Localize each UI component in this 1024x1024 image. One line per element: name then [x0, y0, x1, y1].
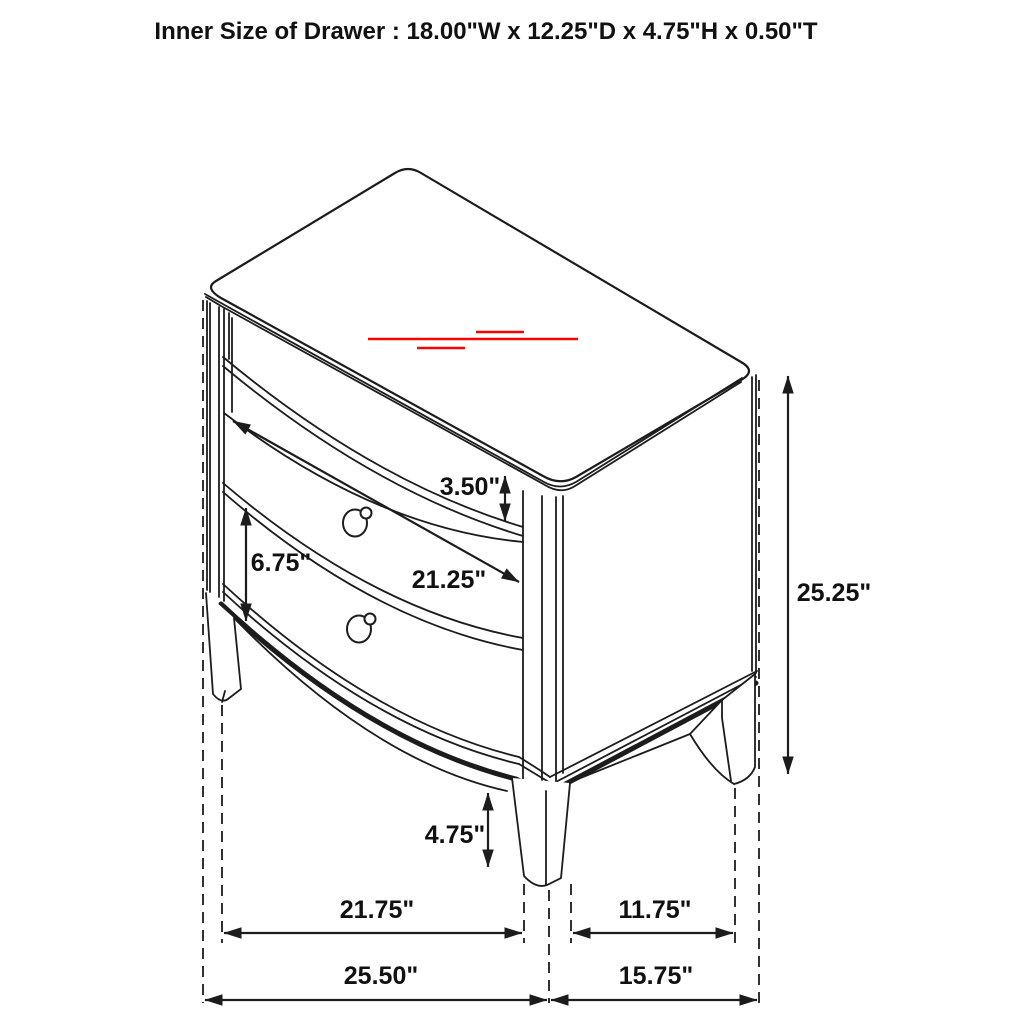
label-overall-depth: 15.75"	[618, 962, 694, 990]
label-overall-height: 25.25"	[796, 579, 872, 607]
label-drawer-front-width: 21.25"	[411, 566, 487, 594]
bottom-drawer-knob-neck	[365, 614, 376, 625]
label-shelf-opening-height: 3.50"	[439, 473, 501, 501]
label-overall-width: 25.50"	[343, 962, 419, 990]
diagram-title: Inner Size of Drawer : 18.00"W x 12.25"D x 4.75"H x 0.50"T	[154, 18, 818, 45]
label-lower-drawer-height: 6.75"	[250, 549, 312, 577]
top-drawer-knob-neck	[361, 508, 372, 519]
label-leg-height: 4.75"	[424, 821, 486, 849]
label-side-leg-spacing: 11.75"	[618, 896, 692, 924]
label-front-leg-spacing: 21.75"	[339, 896, 415, 924]
